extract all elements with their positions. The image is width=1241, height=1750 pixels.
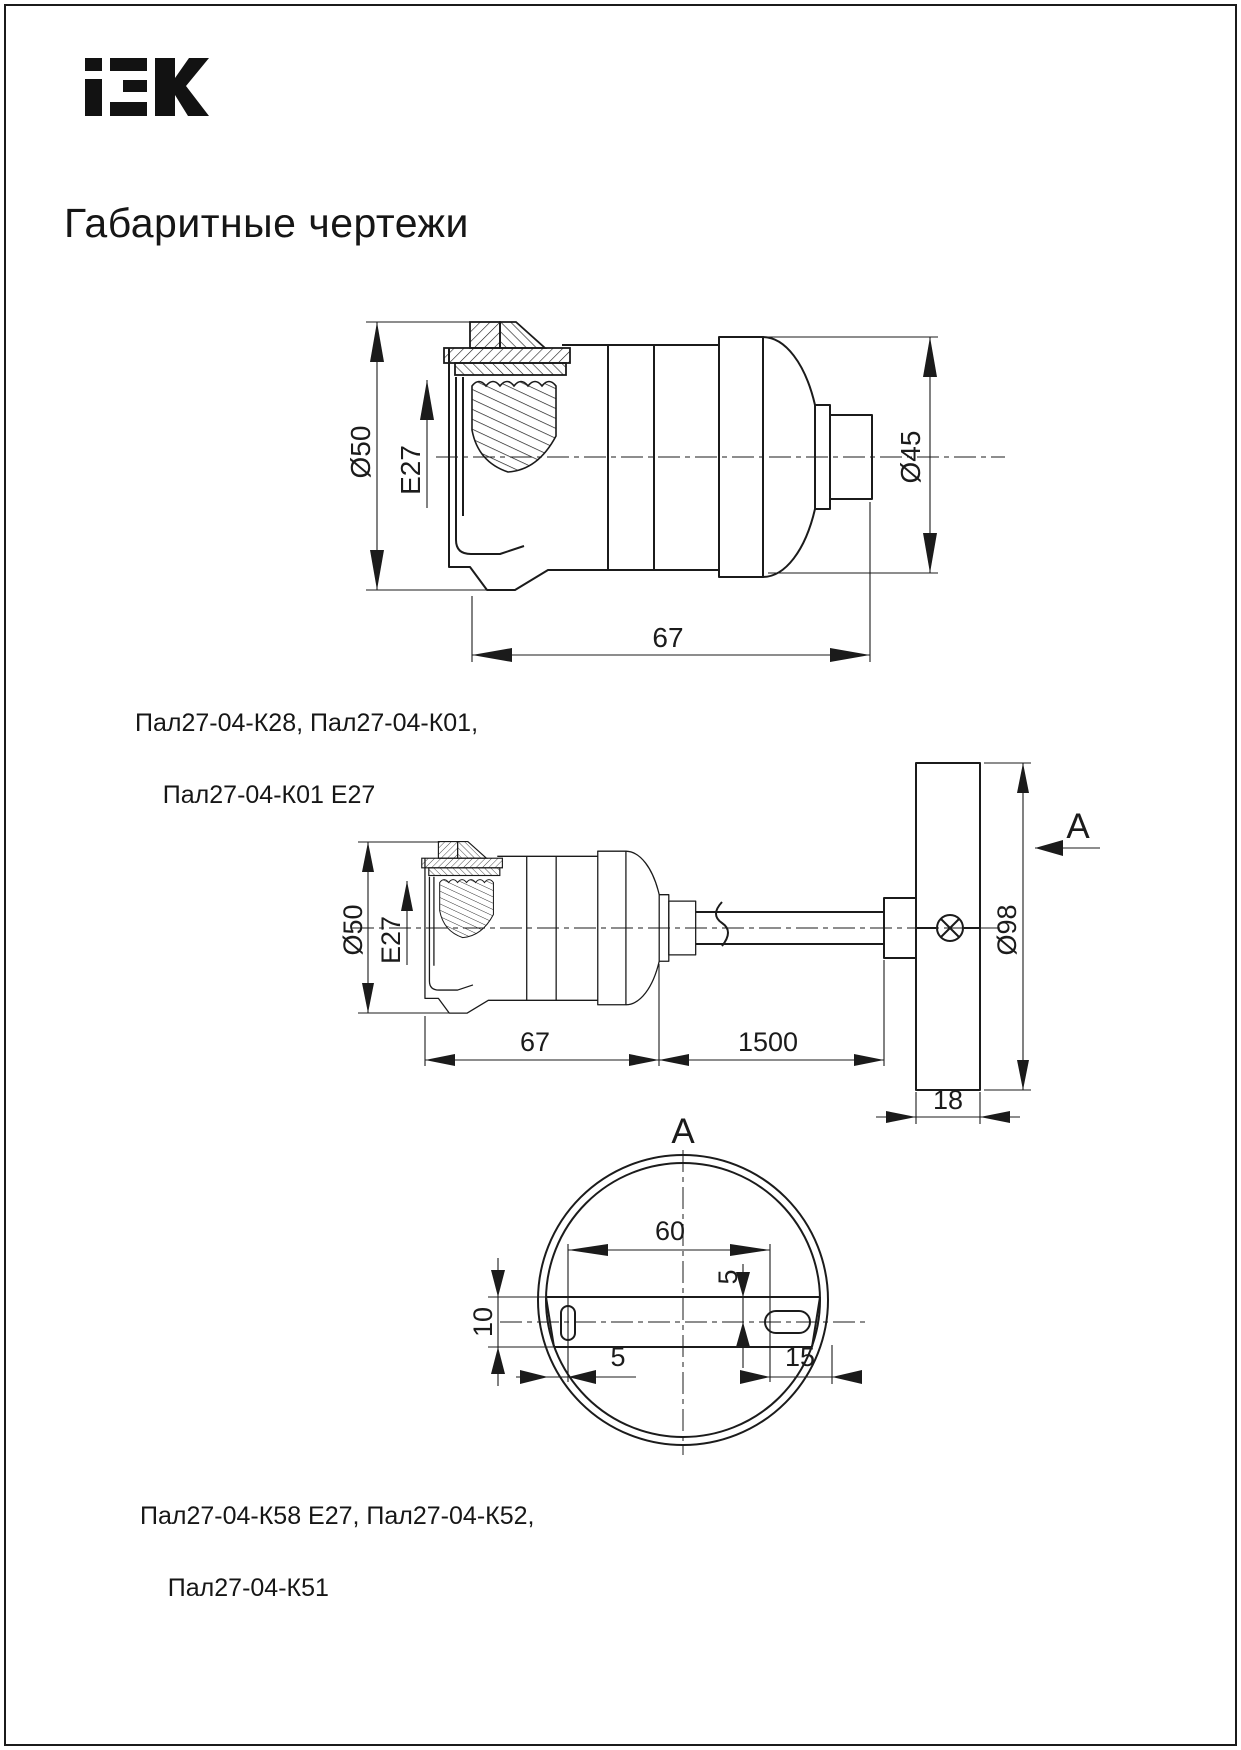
dim-top-thread-e27: E27 xyxy=(395,445,426,495)
dim-viewa-15: 15 xyxy=(784,1342,816,1372)
dim-viewa-5-offset: 5 xyxy=(713,1269,743,1285)
dim-viewa-60: 60 xyxy=(654,1216,686,1246)
dim-top-diameter-50: Ø50 xyxy=(345,425,376,479)
section-arrow-label: A xyxy=(1066,807,1090,846)
dim-mid-diameter-98: Ø98 xyxy=(992,904,1022,956)
drawing-middle-wall-holder xyxy=(338,763,1100,1124)
view-a-back-plate xyxy=(468,1112,865,1455)
dim-top-diameter-45: Ø45 xyxy=(895,430,926,484)
dim-viewa-10: 10 xyxy=(468,1306,498,1338)
dim-mid-cord-1500: 1500 xyxy=(737,1027,799,1057)
caption-bottom-line1: Пал27-04-К58 Е27, Пал27-04-К52, xyxy=(140,1502,535,1530)
page-title: Габаритные чертежи xyxy=(64,200,469,246)
drawing-top-lamp-holder xyxy=(345,322,1005,662)
dim-mid-thread-e27: E27 xyxy=(376,915,406,965)
section-arrow-a xyxy=(1035,807,1100,856)
caption-bottom-line2: Пал27-04-К51 xyxy=(167,1574,329,1602)
caption-top-models xyxy=(135,705,478,813)
caption-bottom-models xyxy=(140,1498,534,1606)
caption-top-line2: Пал27-04-К01 Е27 xyxy=(162,781,376,809)
dim-viewa-5-inset: 5 xyxy=(610,1342,626,1372)
caption-top-line1: Пал27-04-К28, Пал27-04-К01, xyxy=(135,709,479,737)
dim-mid-thickness-18: 18 xyxy=(932,1085,964,1115)
dim-mid-length-67: 67 xyxy=(519,1027,551,1057)
dim-mid-diameter-50: Ø50 xyxy=(338,904,368,956)
dim-top-length-67: 67 xyxy=(652,622,684,653)
view-a-label: A xyxy=(671,1112,695,1151)
